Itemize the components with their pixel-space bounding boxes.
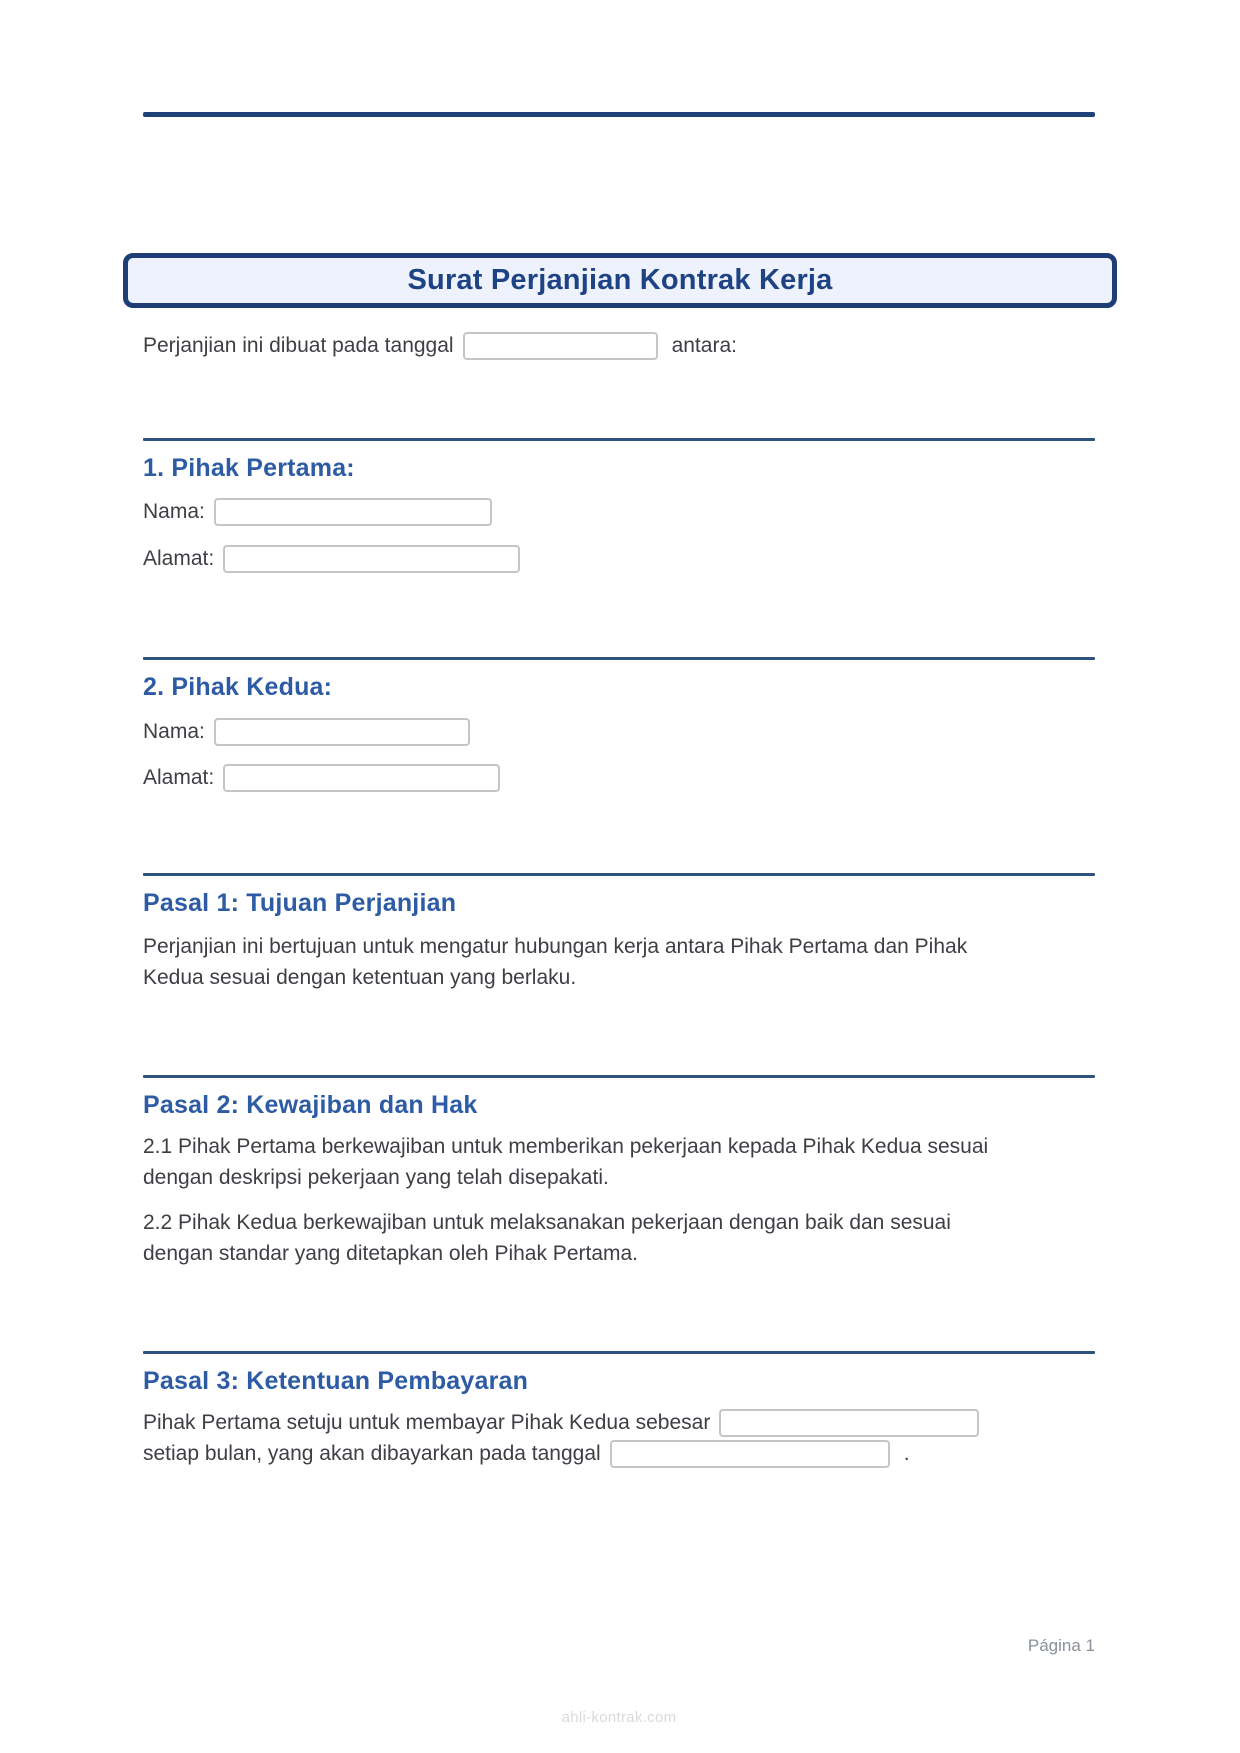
party-first-heading: 1. Pihak Pertama: [143,454,355,482]
pasal2-line: 2.2 Pihak Kedua berkewajiban untuk melaksanakan pekerjaan dengan baik dan sesuai [143,1211,951,1234]
party-first-name-label: Nama: [143,500,205,523]
title-box [123,253,1117,308]
pasal2-clause-21 [143,1131,1095,1193]
pasal3-text-after-date: . [903,1441,910,1465]
payment-amount-input[interactable] [719,1409,979,1437]
party-second-name-input[interactable] [214,718,470,746]
pasal1-line: Kedua sesuai dengan ketentuan yang berlaku. [143,966,577,989]
pasal2-heading: Pasal 2: Kewajiban dan Hak [143,1091,478,1119]
intro-text-before-date: Perjanjian ini dibuat pada tanggal [143,334,454,357]
pasal3-heading: Pasal 3: Ketentuan Pembayaran [143,1367,529,1395]
page-number: Página 1 [1027,1636,1095,1655]
pasal3-line-amount [143,1407,1095,1438]
pasal3-text-before-amount: Pihak Pertama setuju untuk membayar Pihak Kedua sebesar [143,1410,711,1434]
pasal2-line: 2.1 Pihak Pertama berkewajiban untuk memberikan pekerjaan kepada Pihak Kedua sesuai [143,1135,989,1158]
payment-date-input[interactable] [610,1440,890,1468]
party-first-name-input[interactable] [214,498,492,526]
pasal3-text-before-date: setiap bulan, yang akan dibayarkan pada tanggal [143,1441,601,1465]
pasal3-line-date [143,1438,1095,1469]
section-divider [143,438,1095,441]
pasal1-line: Perjanjian ini bertujuan untuk mengatur hubungan kerja antara Pihak Pertama dan Pihak [143,935,968,958]
party-first-name-row [143,498,1095,526]
pasal1-heading: Pasal 1: Tujuan Perjanjian [143,889,457,917]
pasal2-line: dengan standar yang ditetapkan oleh Pihak Pertama. [143,1242,639,1265]
document-content [143,112,1095,1726]
page-title: Surat Perjanjian Kontrak Kerja [407,264,833,296]
party-second-address-row [143,764,1095,792]
party-second-address-input[interactable] [223,764,500,792]
section-divider [143,1351,1095,1354]
section-divider [143,657,1095,660]
intro-text-after-date: antara: [671,334,737,357]
party-first-address-row [143,545,1095,573]
agreement-date-input[interactable] [463,332,658,360]
section-divider [143,1075,1095,1078]
pasal2-line: dengan deskripsi pekerjaan yang telah disepakati. [143,1166,609,1189]
party-second-heading: 2. Pihak Kedua: [143,673,333,701]
party-second-address-label: Alamat: [143,766,215,789]
party-second-name-row [143,718,1095,746]
party-first-address-label: Alamat: [143,547,215,570]
pasal1-paragraph [143,931,1095,993]
party-first-address-input[interactable] [223,545,520,573]
top-rule [143,112,1095,117]
section-divider [143,873,1095,876]
intro-line [143,330,1095,362]
party-second-name-label: Nama: [143,720,205,743]
watermark-text: ahli-kontrak.com [561,1709,677,1726]
pasal2-clause-22 [143,1207,1095,1269]
